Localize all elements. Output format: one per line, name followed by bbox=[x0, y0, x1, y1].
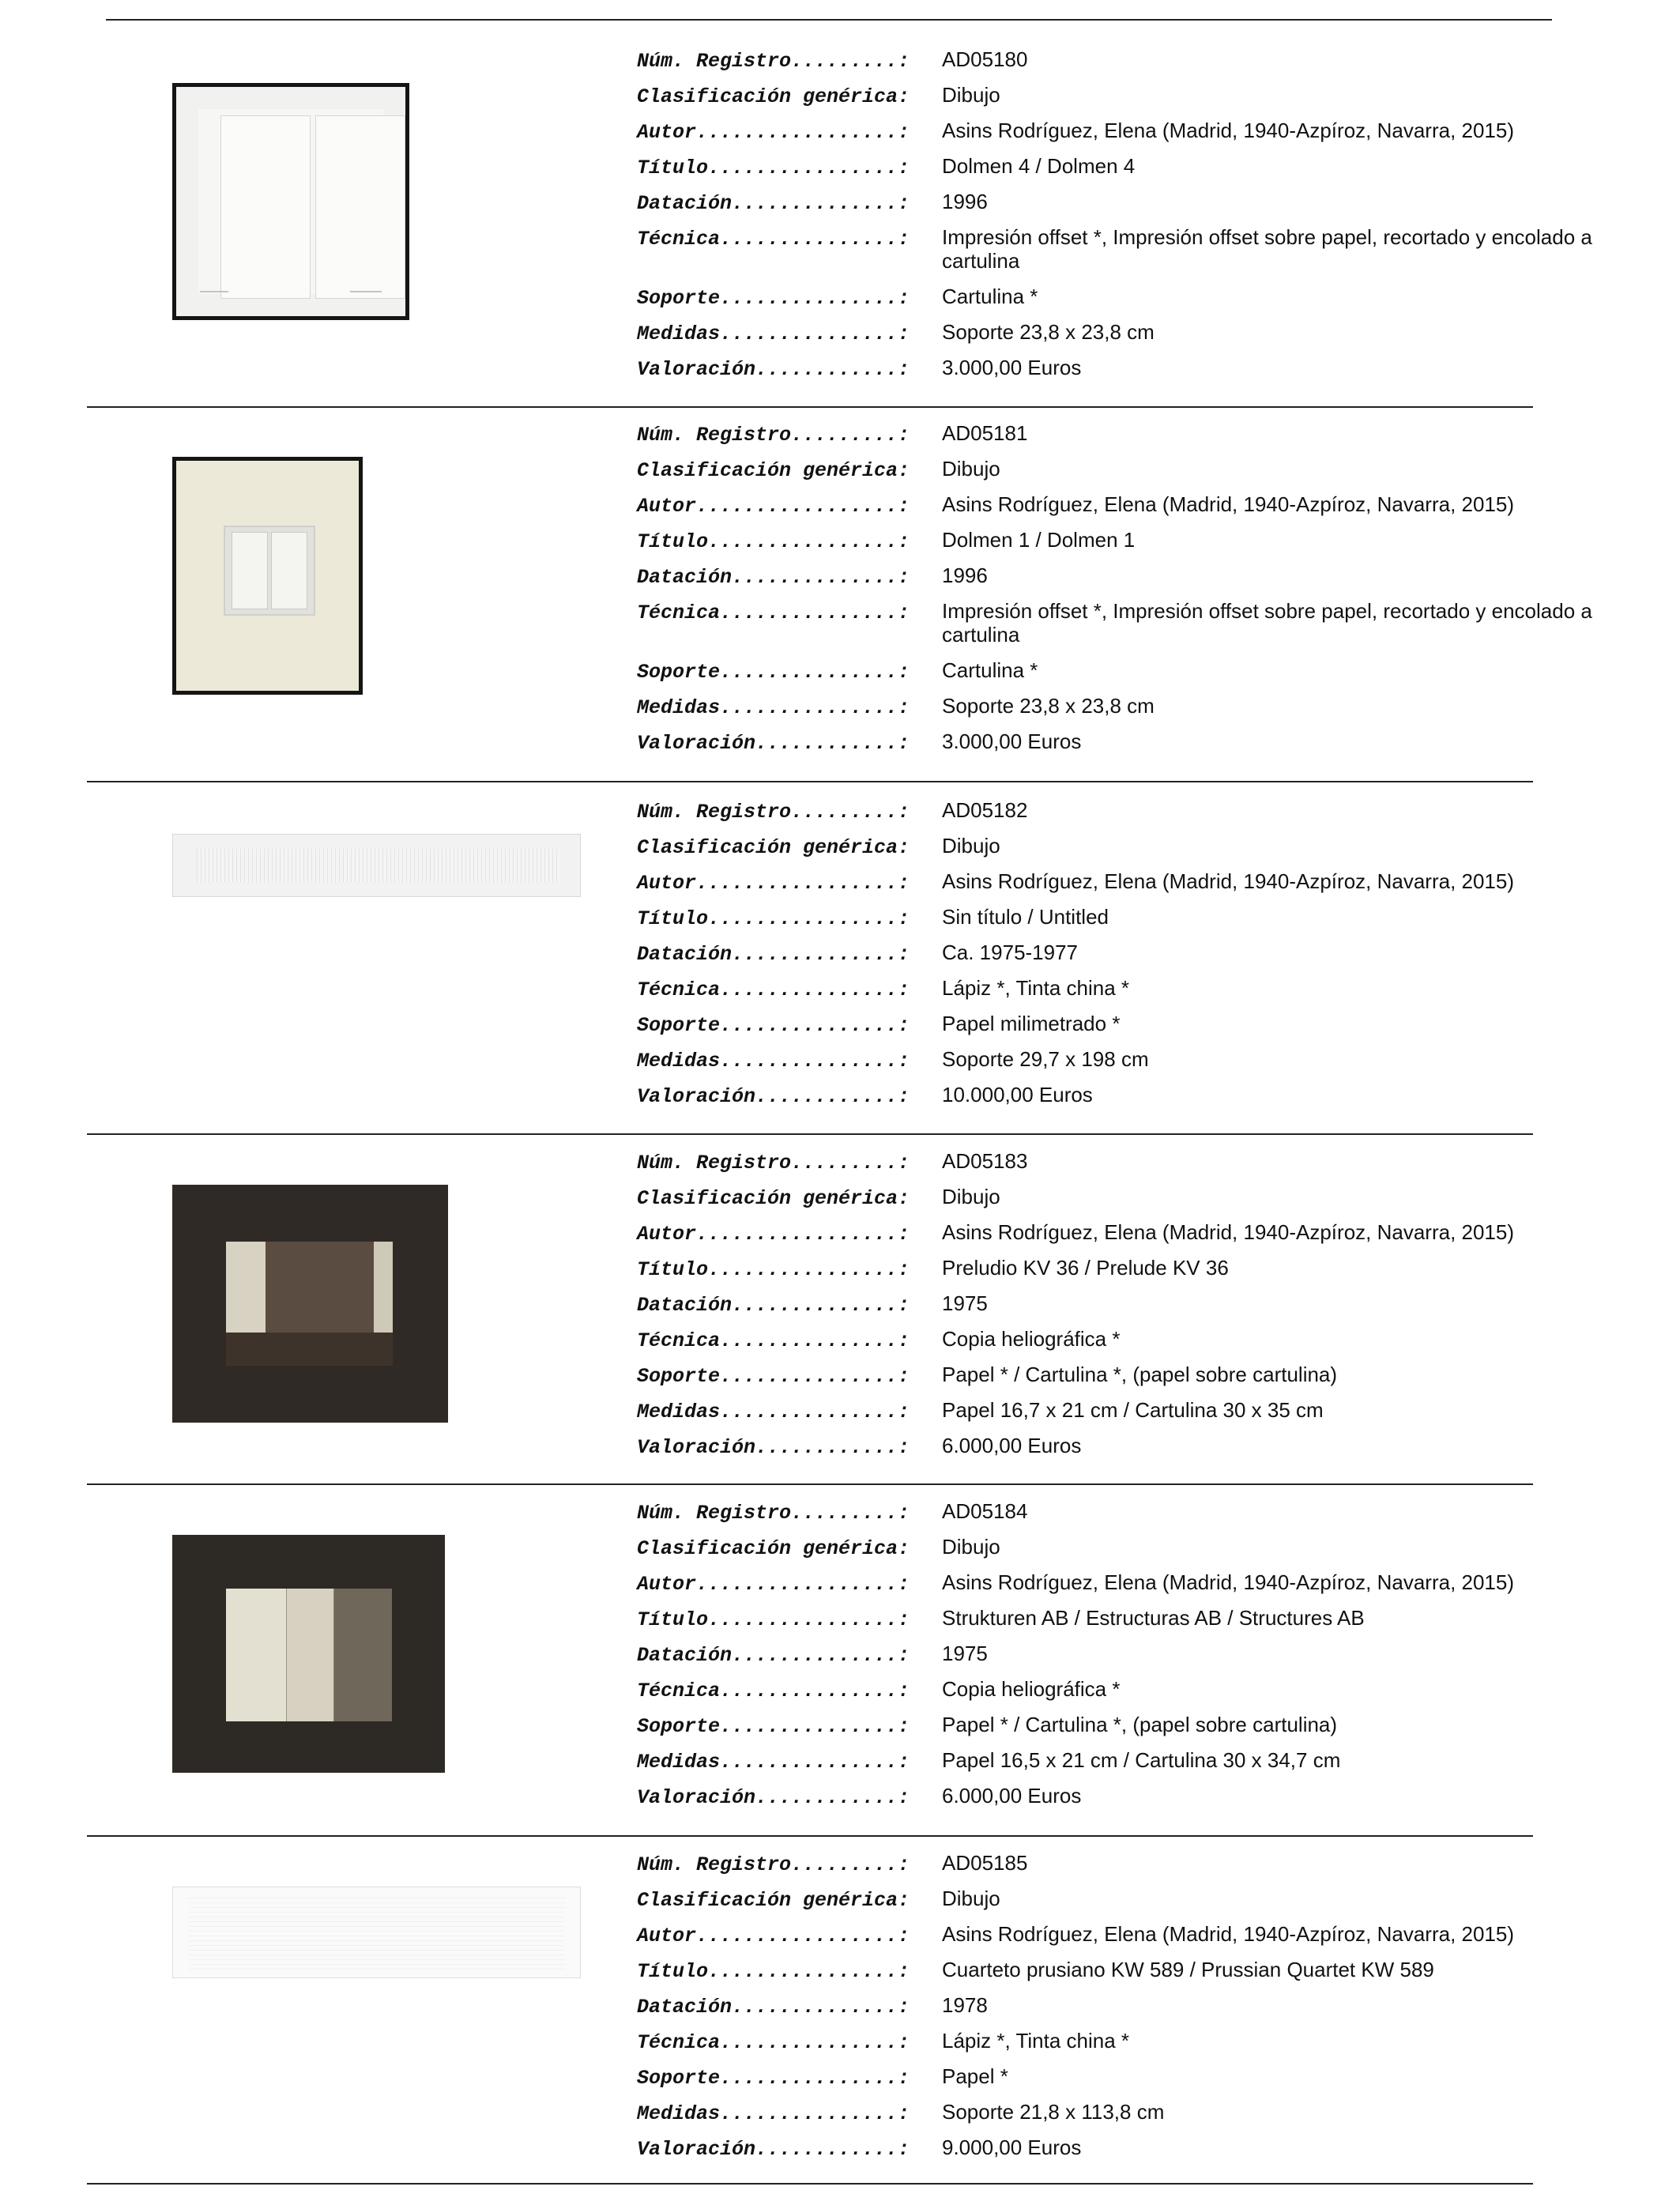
label-medidas: Medidas...............: bbox=[637, 322, 910, 345]
label-tecnica: Técnica...............: bbox=[637, 978, 910, 1001]
label-tecnica: Técnica...............: bbox=[637, 1329, 910, 1352]
value-medidas: Soporte 21,8 x 113,8 cm bbox=[942, 2100, 1165, 2124]
value-datacion: 1978 bbox=[942, 1993, 988, 2017]
label-soporte: Soporte...............: bbox=[637, 2067, 910, 2090]
field-titulo bbox=[637, 1958, 1601, 1993]
label-titulo: Título................: bbox=[637, 1608, 910, 1631]
value-soporte: Papel * / Cartulina *, (papel sobre cartulina) bbox=[942, 1363, 1338, 1386]
value-soporte: Cartulina * bbox=[942, 285, 1038, 308]
label-titulo: Título................: bbox=[637, 907, 910, 930]
label-valoracion: Valoración............: bbox=[637, 1786, 910, 1809]
field-clasificacion bbox=[637, 1535, 1601, 1570]
label-clasificacion: Clasificación genérica: bbox=[637, 1187, 910, 1210]
field-datacion bbox=[637, 1291, 1601, 1327]
record-fields bbox=[637, 798, 1601, 1118]
field-soporte bbox=[637, 1713, 1601, 1748]
value-valoracion: 9.000,00 Euros bbox=[942, 2136, 1082, 2159]
field-autor bbox=[637, 1220, 1601, 1256]
value-titulo: Dolmen 4 / Dolmen 4 bbox=[942, 154, 1136, 178]
field-valoracion bbox=[637, 729, 1601, 765]
value-medidas: Soporte 23,8 x 23,8 cm bbox=[942, 320, 1155, 344]
artwork-thumbnail[interactable] bbox=[172, 834, 581, 897]
value-titulo: Cuarteto prusiano KW 589 / Prussian Quartet KW 589 bbox=[942, 1958, 1434, 1981]
field-valoracion bbox=[637, 1434, 1601, 1469]
field-clasificacion bbox=[637, 457, 1601, 492]
artwork-thumbnail[interactable] bbox=[172, 457, 363, 695]
label-registro: Núm. Registro.........: bbox=[637, 50, 910, 73]
value-autor: Asins Rodríguez, Elena (Madrid, 1940-Azpíroz, Navarra, 2015) bbox=[942, 1922, 1515, 1946]
field-datacion bbox=[637, 1993, 1601, 2029]
field-medidas bbox=[637, 1398, 1601, 1434]
field-soporte bbox=[637, 2064, 1601, 2100]
value-medidas: Soporte 23,8 x 23,8 cm bbox=[942, 694, 1155, 718]
label-tecnica: Técnica...............: bbox=[637, 1679, 910, 1702]
record-divider bbox=[87, 781, 1533, 782]
record-divider bbox=[87, 1483, 1533, 1485]
value-tecnica: Lápiz *, Tinta china * bbox=[942, 976, 1130, 1000]
value-registro: AD05185 bbox=[942, 1851, 1028, 1875]
label-datacion: Datación..............: bbox=[637, 1644, 910, 1667]
artwork-thumbnail[interactable] bbox=[172, 83, 409, 320]
field-registro bbox=[637, 1499, 1601, 1535]
label-autor: Autor.................: bbox=[637, 121, 910, 144]
record-fields bbox=[637, 421, 1601, 765]
record-fields bbox=[637, 1149, 1601, 1469]
label-valoracion: Valoración............: bbox=[637, 358, 910, 381]
value-datacion: 1996 bbox=[942, 190, 988, 213]
field-titulo bbox=[637, 1606, 1601, 1642]
record-divider bbox=[87, 1133, 1533, 1135]
label-medidas: Medidas...............: bbox=[637, 1050, 910, 1072]
field-medidas bbox=[637, 694, 1601, 729]
value-registro: AD05184 bbox=[942, 1499, 1028, 1523]
record-divider bbox=[87, 406, 1533, 408]
label-clasificacion: Clasificación genérica: bbox=[637, 459, 910, 482]
field-datacion bbox=[637, 941, 1601, 976]
value-datacion: 1996 bbox=[942, 564, 988, 587]
label-autor: Autor.................: bbox=[637, 1573, 910, 1596]
label-clasificacion: Clasificación genérica: bbox=[637, 836, 910, 859]
label-registro: Núm. Registro.........: bbox=[637, 1152, 910, 1174]
value-autor: Asins Rodríguez, Elena (Madrid, 1940-Azpíroz, Navarra, 2015) bbox=[942, 1220, 1515, 1244]
field-registro bbox=[637, 1149, 1601, 1185]
value-valoracion: 10.000,00 Euros bbox=[942, 1083, 1093, 1106]
label-soporte: Soporte...............: bbox=[637, 1014, 910, 1037]
label-datacion: Datación..............: bbox=[637, 566, 910, 589]
field-valoracion bbox=[637, 356, 1601, 391]
label-soporte: Soporte...............: bbox=[637, 661, 910, 684]
value-datacion: Ca. 1975-1977 bbox=[942, 941, 1079, 964]
value-registro: AD05182 bbox=[942, 798, 1028, 822]
field-soporte bbox=[637, 1012, 1601, 1047]
label-titulo: Título................: bbox=[637, 156, 910, 179]
label-titulo: Título................: bbox=[637, 530, 910, 553]
field-datacion bbox=[637, 190, 1601, 225]
value-registro: AD05181 bbox=[942, 421, 1028, 445]
field-medidas bbox=[637, 1047, 1601, 1083]
value-tecnica: Impresión offset *, Impresión offset sobre papel, recortado y encolado a cartulina bbox=[942, 599, 1592, 647]
label-medidas: Medidas...............: bbox=[637, 696, 910, 719]
label-tecnica: Técnica...............: bbox=[637, 2031, 910, 2054]
label-titulo: Título................: bbox=[637, 1258, 910, 1281]
label-registro: Núm. Registro.........: bbox=[637, 801, 910, 824]
top-divider bbox=[106, 19, 1552, 21]
field-soporte bbox=[637, 285, 1601, 320]
field-clasificacion bbox=[637, 1185, 1601, 1220]
value-tecnica: Lápiz *, Tinta china * bbox=[942, 2029, 1130, 2053]
label-registro: Núm. Registro.........: bbox=[637, 424, 910, 447]
label-autor: Autor.................: bbox=[637, 495, 910, 518]
value-medidas: Papel 16,5 x 21 cm / Cartulina 30 x 34,7 cm bbox=[942, 1748, 1341, 1772]
field-registro bbox=[637, 47, 1601, 83]
label-valoracion: Valoración............: bbox=[637, 2138, 910, 2161]
value-medidas: Papel 16,7 x 21 cm / Cartulina 30 x 35 cm bbox=[942, 1398, 1324, 1422]
record-fields bbox=[637, 1499, 1601, 1819]
value-medidas: Soporte 29,7 x 198 cm bbox=[942, 1047, 1149, 1071]
label-clasificacion: Clasificación genérica: bbox=[637, 1537, 910, 1560]
label-valoracion: Valoración............: bbox=[637, 1436, 910, 1459]
label-tecnica: Técnica...............: bbox=[637, 228, 910, 251]
field-medidas bbox=[637, 2100, 1601, 2136]
value-autor: Asins Rodríguez, Elena (Madrid, 1940-Azpíroz, Navarra, 2015) bbox=[942, 1570, 1515, 1594]
label-autor: Autor.................: bbox=[637, 1924, 910, 1947]
field-titulo bbox=[637, 1256, 1601, 1291]
field-clasificacion bbox=[637, 834, 1601, 869]
label-autor: Autor.................: bbox=[637, 1223, 910, 1246]
field-titulo bbox=[637, 905, 1601, 941]
value-valoracion: 3.000,00 Euros bbox=[942, 729, 1082, 753]
label-medidas: Medidas...............: bbox=[637, 1400, 910, 1423]
field-autor bbox=[637, 492, 1601, 528]
label-medidas: Medidas...............: bbox=[637, 2102, 910, 2125]
value-clasificacion: Dibujo bbox=[942, 1535, 1000, 1559]
label-soporte: Soporte...............: bbox=[637, 1715, 910, 1738]
field-valoracion bbox=[637, 1083, 1601, 1118]
field-registro bbox=[637, 798, 1601, 834]
field-datacion bbox=[637, 564, 1601, 599]
field-autor bbox=[637, 119, 1601, 154]
field-tecnica bbox=[637, 976, 1601, 1012]
value-clasificacion: Dibujo bbox=[942, 457, 1000, 481]
value-soporte: Papel milimetrado * bbox=[942, 1012, 1121, 1035]
label-tecnica: Técnica...............: bbox=[637, 601, 910, 624]
label-clasificacion: Clasificación genérica: bbox=[637, 1889, 910, 1912]
field-registro bbox=[637, 1851, 1601, 1887]
field-medidas bbox=[637, 1748, 1601, 1784]
value-clasificacion: Dibujo bbox=[942, 83, 1000, 107]
value-titulo: Sin título / Untitled bbox=[942, 905, 1109, 929]
value-titulo: Preludio KV 36 / Prelude KV 36 bbox=[942, 1256, 1229, 1280]
value-tecnica: Copia heliográfica * bbox=[942, 1677, 1121, 1701]
label-datacion: Datación..............: bbox=[637, 192, 910, 215]
artwork-thumbnail[interactable] bbox=[172, 1887, 581, 1978]
field-autor bbox=[637, 869, 1601, 905]
value-tecnica: Copia heliográfica * bbox=[942, 1327, 1121, 1351]
label-soporte: Soporte...............: bbox=[637, 1365, 910, 1388]
value-soporte: Papel * bbox=[942, 2064, 1008, 2088]
field-tecnica bbox=[637, 1677, 1601, 1713]
value-registro: AD05183 bbox=[942, 1149, 1028, 1173]
field-tecnica bbox=[637, 225, 1601, 285]
value-valoracion: 6.000,00 Euros bbox=[942, 1784, 1082, 1808]
value-titulo: Dolmen 1 / Dolmen 1 bbox=[942, 528, 1136, 552]
value-tecnica: Impresión offset *, Impresión offset sobre papel, recortado y encolado a cartulina bbox=[942, 225, 1592, 273]
field-datacion bbox=[637, 1642, 1601, 1677]
field-soporte bbox=[637, 1363, 1601, 1398]
field-soporte bbox=[637, 658, 1601, 694]
label-valoracion: Valoración............: bbox=[637, 1085, 910, 1108]
field-clasificacion bbox=[637, 83, 1601, 119]
label-valoracion: Valoración............: bbox=[637, 732, 910, 755]
field-autor bbox=[637, 1922, 1601, 1958]
label-soporte: Soporte...............: bbox=[637, 287, 910, 310]
value-autor: Asins Rodríguez, Elena (Madrid, 1940-Azpíroz, Navarra, 2015) bbox=[942, 492, 1515, 516]
value-autor: Asins Rodríguez, Elena (Madrid, 1940-Azpíroz, Navarra, 2015) bbox=[942, 869, 1515, 893]
label-datacion: Datación..............: bbox=[637, 1996, 910, 2019]
value-valoracion: 3.000,00 Euros bbox=[942, 356, 1082, 379]
label-medidas: Medidas...............: bbox=[637, 1751, 910, 1774]
field-medidas bbox=[637, 320, 1601, 356]
artwork-thumbnail[interactable] bbox=[172, 1535, 445, 1773]
label-autor: Autor.................: bbox=[637, 872, 910, 895]
value-soporte: Cartulina * bbox=[942, 658, 1038, 682]
record-divider bbox=[87, 2183, 1533, 2185]
value-clasificacion: Dibujo bbox=[942, 1185, 1000, 1208]
value-autor: Asins Rodríguez, Elena (Madrid, 1940-Azpíroz, Navarra, 2015) bbox=[942, 119, 1515, 142]
field-registro bbox=[637, 421, 1601, 457]
label-datacion: Datación..............: bbox=[637, 943, 910, 966]
field-valoracion bbox=[637, 2136, 1601, 2171]
field-valoracion bbox=[637, 1784, 1601, 1819]
record-divider bbox=[87, 1835, 1533, 1837]
label-registro: Núm. Registro.........: bbox=[637, 1853, 910, 1876]
label-titulo: Título................: bbox=[637, 1960, 910, 1983]
label-datacion: Datación..............: bbox=[637, 1294, 910, 1317]
field-tecnica bbox=[637, 599, 1601, 658]
label-clasificacion: Clasificación genérica: bbox=[637, 85, 910, 108]
value-valoracion: 6.000,00 Euros bbox=[942, 1434, 1082, 1457]
value-clasificacion: Dibujo bbox=[942, 834, 1000, 858]
value-datacion: 1975 bbox=[942, 1291, 988, 1315]
value-clasificacion: Dibujo bbox=[942, 1887, 1000, 1910]
field-autor bbox=[637, 1570, 1601, 1606]
field-titulo bbox=[637, 528, 1601, 564]
record-fields bbox=[637, 47, 1601, 391]
value-soporte: Papel * / Cartulina *, (papel sobre cartulina) bbox=[942, 1713, 1338, 1736]
record-fields bbox=[637, 1851, 1601, 2171]
field-titulo bbox=[637, 154, 1601, 190]
value-datacion: 1975 bbox=[942, 1642, 988, 1665]
value-registro: AD05180 bbox=[942, 47, 1028, 71]
field-clasificacion bbox=[637, 1887, 1601, 1922]
artwork-thumbnail[interactable] bbox=[172, 1185, 448, 1423]
field-tecnica bbox=[637, 2029, 1601, 2064]
field-tecnica bbox=[637, 1327, 1601, 1363]
value-titulo: Strukturen AB / Estructuras AB / Structures AB bbox=[942, 1606, 1365, 1630]
label-registro: Núm. Registro.........: bbox=[637, 1502, 910, 1525]
